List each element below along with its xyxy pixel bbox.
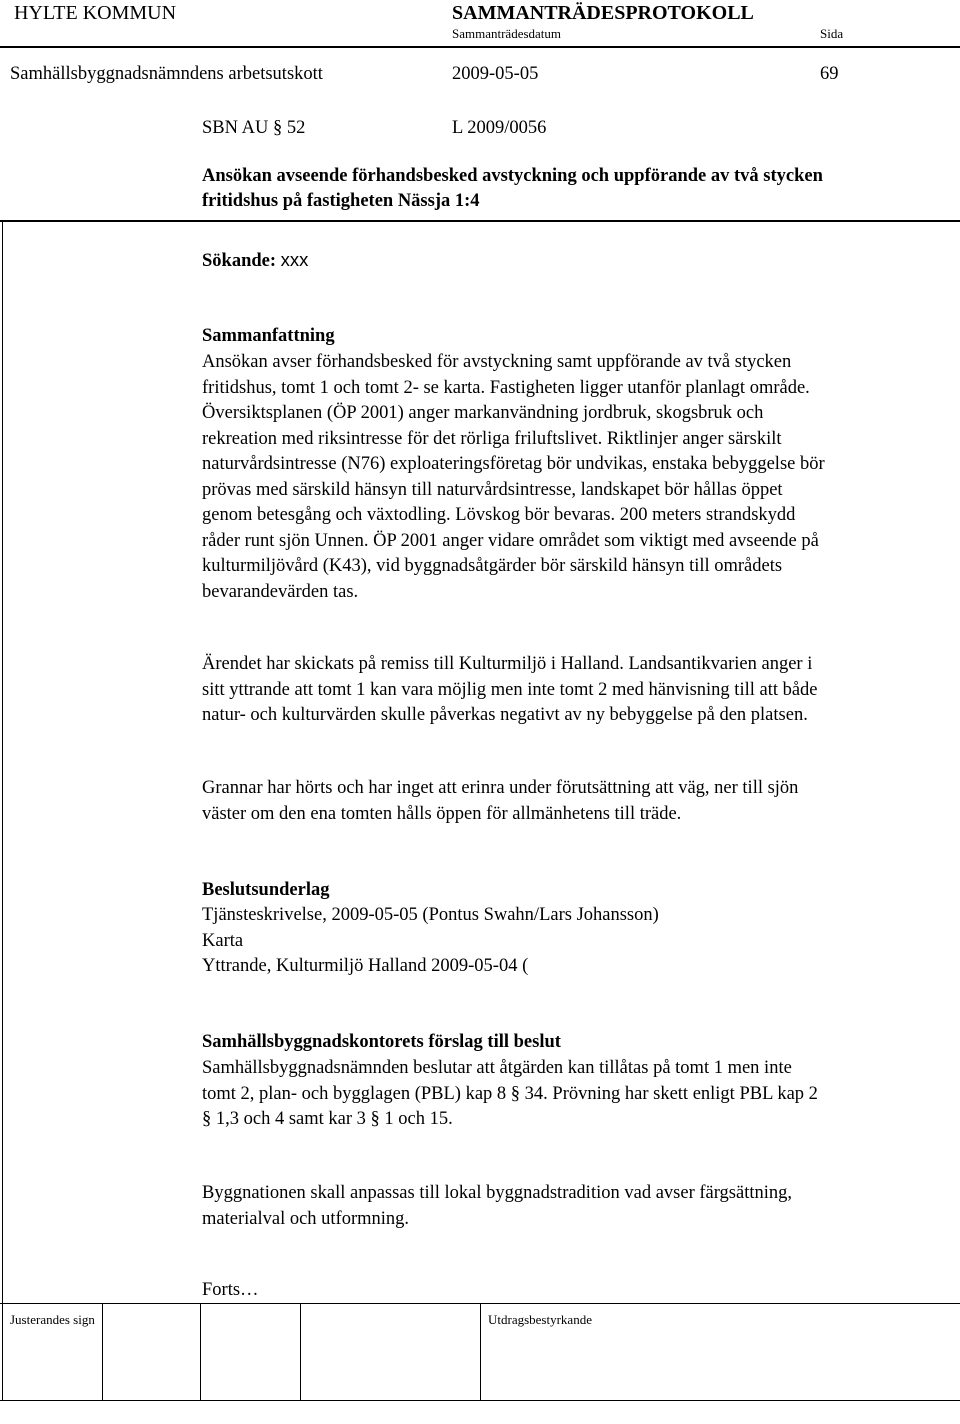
summary-line: genom betesgång och växtodling. Lövskog bör bevaras. 200 meters strandskydd	[202, 505, 796, 525]
basis-list	[202, 903, 947, 980]
summary-line: Översiktsplanen (ÖP 2001) anger markanvändning jordbruk, skogsbruk och	[202, 403, 764, 423]
sign-box-divider	[300, 1304, 301, 1400]
proposal-line: tomt 2, plan- och bygglagen (PBL) kap 8 § 34. Prövning har skett enligt PBL kap 2	[202, 1083, 818, 1104]
page-number: 69	[820, 64, 839, 84]
adaptation-line: materialval och utformning.	[202, 1208, 410, 1229]
basis-heading: Beslutsunderlag	[202, 880, 330, 900]
proposal-heading: Samhällsbyggnadskontorets förslag till beslut	[202, 1032, 561, 1052]
adaptation-line: Byggnationen skall anpassas till lokal byggnadstradition vad avser färgsättning,	[202, 1183, 793, 1203]
page-label: Sida	[820, 26, 844, 41]
remiss-line: Ärendet har skickats på remiss till Kulturmiljö i Halland. Landsantikvarien anger i	[202, 654, 813, 674]
document-type: SAMMANTRÄDESPROTOKOLL	[452, 2, 754, 24]
neighbours-text	[202, 776, 947, 827]
proposal-text	[202, 1056, 947, 1133]
sign-box-divider	[200, 1304, 201, 1400]
applicant-value: xxx	[280, 249, 309, 270]
footer-bottom-line	[0, 1400, 960, 1401]
extract-box-divider	[480, 1304, 481, 1400]
proposal-line: § 1,3 och 4 samt kar 3 § 1 och 15.	[202, 1109, 453, 1129]
title-divider	[0, 220, 960, 222]
summary-line: rekreation med riksintresse för det rörliga friluftslivet. Riktlinjer anger särskilt	[202, 428, 782, 449]
basis-item: Tjänsteskrivelse, 2009-05-05 (Pontus Swahn/Lars Johansson)	[202, 905, 659, 925]
municipality-name: HYLTE KOMMUN	[14, 2, 177, 24]
meeting-date: 2009-05-05	[452, 64, 539, 84]
applicant-label: Sökande:	[202, 251, 277, 271]
neighbours-line: Grannar har hörts och har inget att erinra under förutsättning att väg, ner till sjön	[202, 778, 799, 798]
remiss-line: natur- och kulturvärden skulle påverkas negativt av ny bebyggelse på den platsen.	[202, 705, 808, 725]
summary-line: bevarandevärden tas.	[202, 581, 359, 602]
left-margin-line	[2, 221, 3, 1401]
applicant	[202, 249, 308, 272]
adaptation-text	[202, 1181, 947, 1232]
summary-heading: Sammanfattning	[202, 326, 335, 346]
summary-line: fritidshus, tomt 1 och tomt 2- se karta. Fastigheten ligger utanför planlagt område.	[202, 377, 810, 398]
sign-box-divider	[102, 1304, 103, 1400]
basis-item: Karta	[202, 930, 244, 951]
committee-name: Samhällsbyggnadsnämndens arbetsutskott	[10, 64, 323, 84]
continued-note: Forts…	[202, 1280, 259, 1300]
neighbours-line: väster om den ena tomten hålls öppen för allmänhetens till träde.	[202, 803, 682, 824]
summary-line: råder runt sjön Unnen. ÖP 2001 anger vidare området som viktigt med avseende på	[202, 530, 819, 551]
sign-label: Justerandes sign	[10, 1312, 95, 1327]
extract-label: Utdragsbestyrkande	[488, 1312, 592, 1327]
proposal-line: Samhällsbyggnadsnämnden beslutar att åtgärden kan tillåtas på tomt 1 men inte	[202, 1058, 792, 1078]
basis-item: Yttrande, Kulturmiljö Halland 2009-05-04 (	[202, 956, 529, 976]
title-line-2: fritidshus på fastigheten Nässja 1:4	[202, 191, 480, 211]
summary-line: Ansökan avser förhandsbesked för avstyckning samt uppförande av två stycken	[202, 352, 792, 372]
summary-text	[202, 350, 947, 605]
summary-line: naturvårdsintresse (N76) exploateringsföretag bör undvikas, enstaka bebyggelse bör	[202, 454, 825, 474]
summary-line: kulturmiljövård (K43), vid byggnadsåtgärder bör särskild hänsyn till områdets	[202, 556, 783, 576]
title-line-1: Ansökan avseende förhandsbesked avstyckning och uppförande av två stycken	[202, 166, 823, 186]
date-label: Sammanträdesdatum	[452, 26, 562, 41]
case-number: L 2009/0056	[452, 118, 547, 138]
summary-line: prövas med särskild hänsyn till naturvårdsintresse, landskapet bör hållas öppet	[202, 479, 783, 500]
paragraph-number: SBN AU § 52	[202, 118, 306, 138]
remiss-text	[202, 652, 947, 729]
header-divider	[0, 46, 960, 48]
remiss-line: sitt yttrande att tomt 1 kan vara möjlig men inte tomt 2 med hänvisning till att både	[202, 679, 818, 700]
